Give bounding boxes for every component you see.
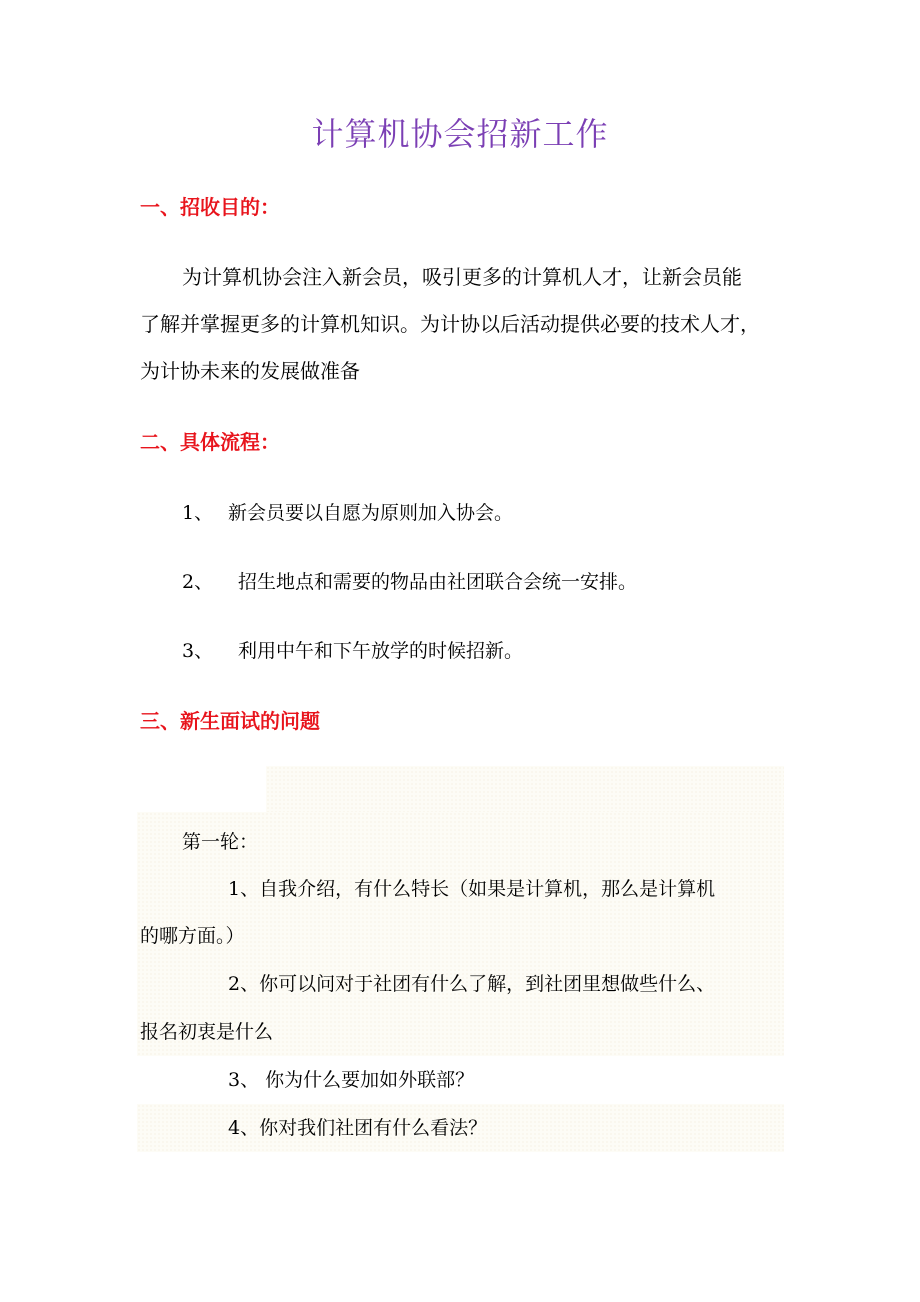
document-title: 计算机协会招新工作 bbox=[311, 115, 609, 153]
section-heading-interview: 三、新生面试的问题 bbox=[140, 709, 320, 733]
paragraph-line: 为计算机协会注入新会员，吸引更多的计算机人才，让新会员能 bbox=[182, 265, 742, 289]
section-heading-purpose: 一、招收目的： bbox=[140, 195, 280, 219]
question-line: 报名初衷是什么 bbox=[140, 1021, 274, 1043]
shaded-background bbox=[266, 766, 784, 812]
list-number: 2、 bbox=[182, 571, 214, 593]
question-line: 4、你对我们社团有什么看法？ bbox=[228, 1117, 488, 1139]
question-line: 的哪方面。） bbox=[140, 925, 245, 947]
paragraph-line: 为计协未来的发展做准备 bbox=[140, 359, 360, 383]
list-number: 1、 bbox=[182, 502, 214, 524]
list-text: 新会员要以自愿为原则加入协会。 bbox=[228, 502, 514, 524]
question-line: 2、你可以问对于社团有什么了解，到社团里想做些什么、 bbox=[228, 973, 716, 995]
list-text: 利用中午和下午放学的时候招新。 bbox=[238, 640, 524, 662]
section-heading-process: 二、具体流程： bbox=[140, 430, 280, 454]
list-number: 3、 bbox=[182, 640, 214, 662]
paragraph-line: 了解并掌握更多的计算机知识。为计协以后活动提供必要的技术人才， bbox=[140, 312, 760, 336]
question-line: 3、 你为什么要加如外联部？ bbox=[228, 1069, 475, 1091]
list-text: 招生地点和需要的物品由社团联合会统一安排。 bbox=[238, 571, 638, 593]
question-line: 1、自我介绍，有什么特长（如果是计算机，那么是计算机 bbox=[228, 878, 716, 900]
round-label: 第一轮： bbox=[182, 831, 259, 853]
